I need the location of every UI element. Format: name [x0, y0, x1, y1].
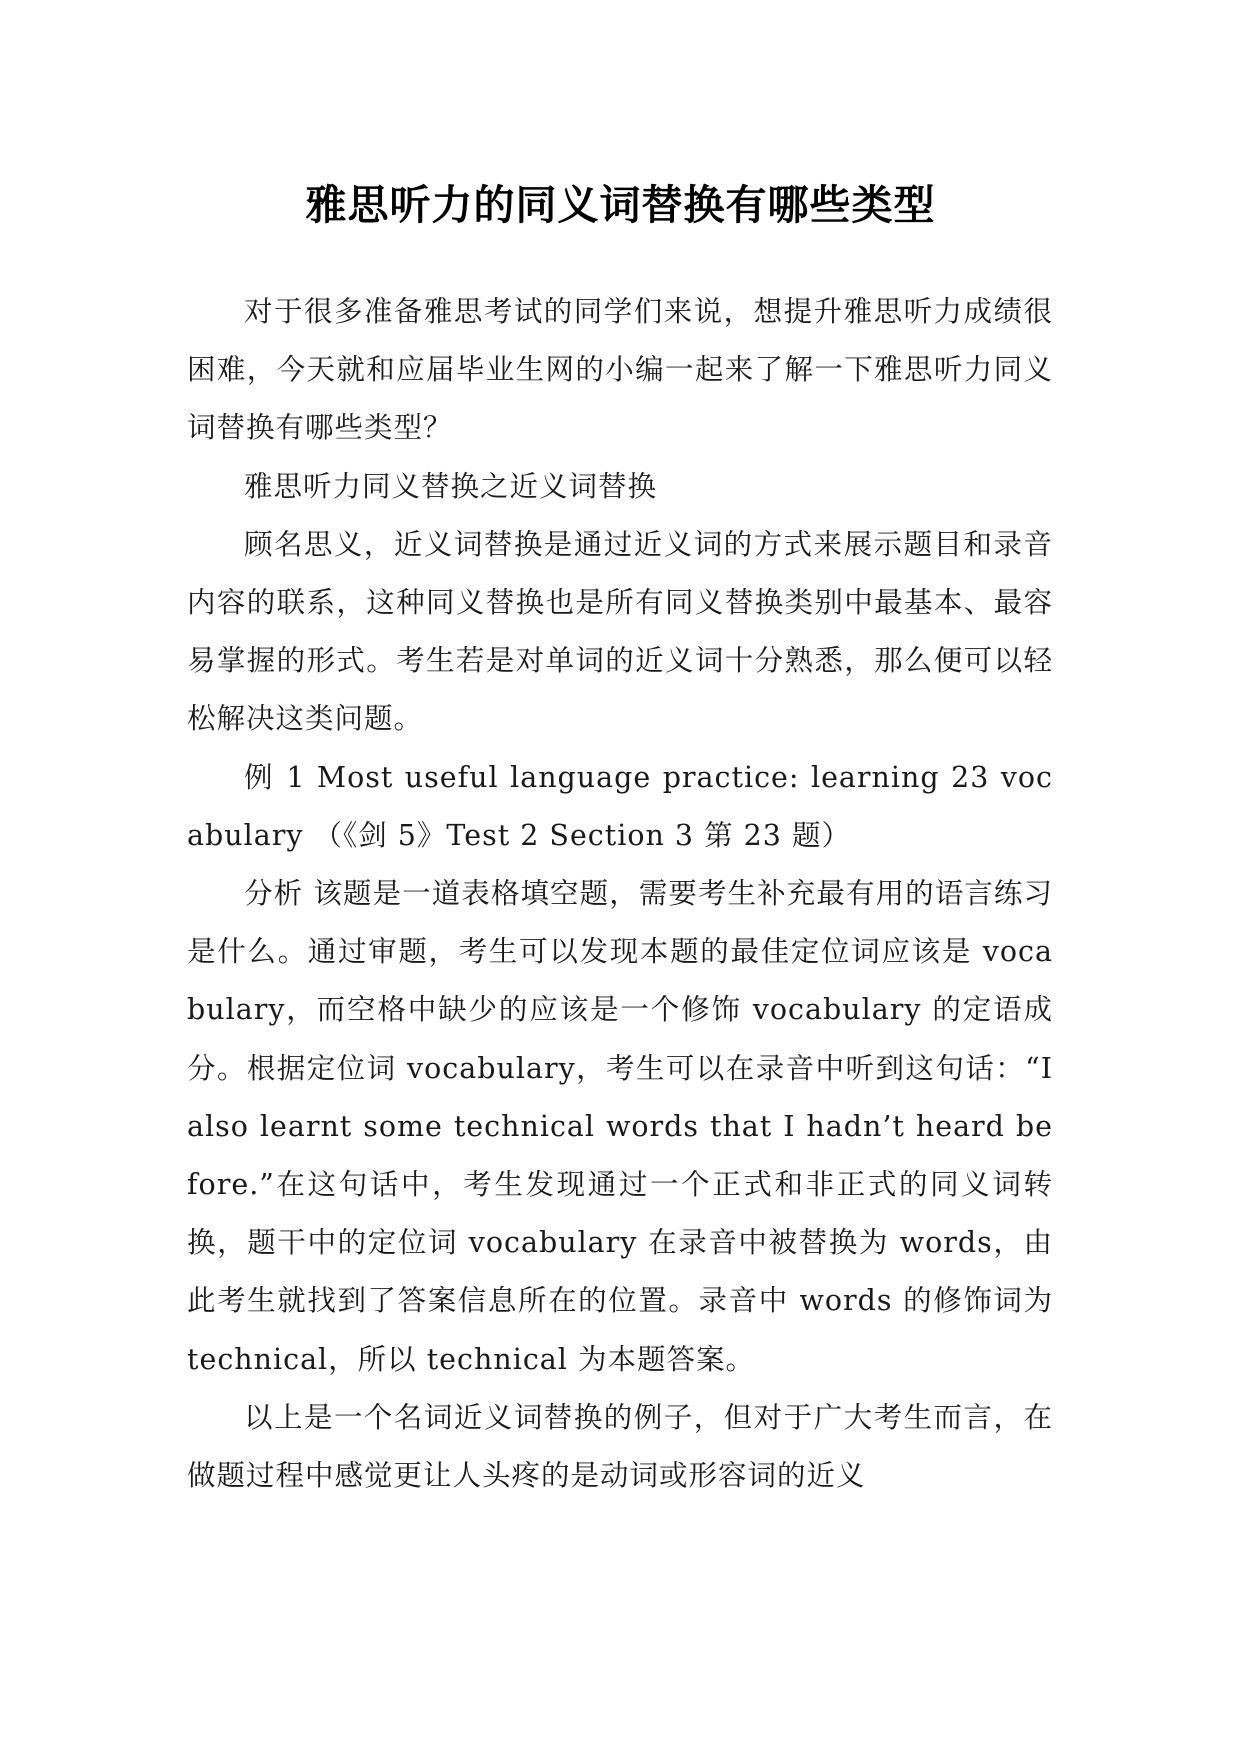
- paragraph-analysis: 分析 该题是一道表格填空题，需要考生补充最有用的语言练习是什么。通过审题，考生可以发现本题的最佳定位词应该是 vocabulary，而空格中缺少的应该是一个修饰 vocabulary 的定语成分。根据定位词 vocabulary，考生可以在录音中听到这句话：“I also learnt some technical words that I hadn’t heard before.”在这句话中，考生发现通过一个正式和非正式的同义词转换，题干中的定位词 vocabulary 在录音中被替换为 words，由此考生就找到了答案信息所在的位置。录音中 words 的修饰词为 technical，所以 technical 为本题答案。: [187, 877, 1053, 1376]
- paragraph-continuation: 以上是一个名词近义词替换的例子，但对于广大考生而言，在做题过程中感觉更让人头疼的是动词或形容词的近义: [187, 1400, 1053, 1493]
- section-heading: 雅思听力同义替换之近义词替换: [244, 469, 658, 503]
- paragraph-definition: 顾名思义，近义词替换是通过近义词的方式来展示题目和录音内容的联系，这种同义替换也是所有同义替换类别中最基本、最容易掌握的形式。考生若是对单词的近义词十分熟悉，那么便可以轻松解决这类问题。: [187, 527, 1053, 736]
- paragraph-example: 例 1 Most useful language practice: learning 23 vocabulary （《剑 5》Test 2 Section 3 第 23 题）: [187, 760, 1053, 852]
- paragraph-intro: 对于很多准备雅思考试的同学们来说，想提升雅思听力成绩很困难，今天就和应届毕业生网的小编一起来了解一下雅思听力同义词替换有哪些类型？: [187, 295, 1053, 445]
- document-title: 雅思听力的同义词替换有哪些类型: [305, 181, 936, 230]
- document-body: [187, 283, 1053, 1505]
